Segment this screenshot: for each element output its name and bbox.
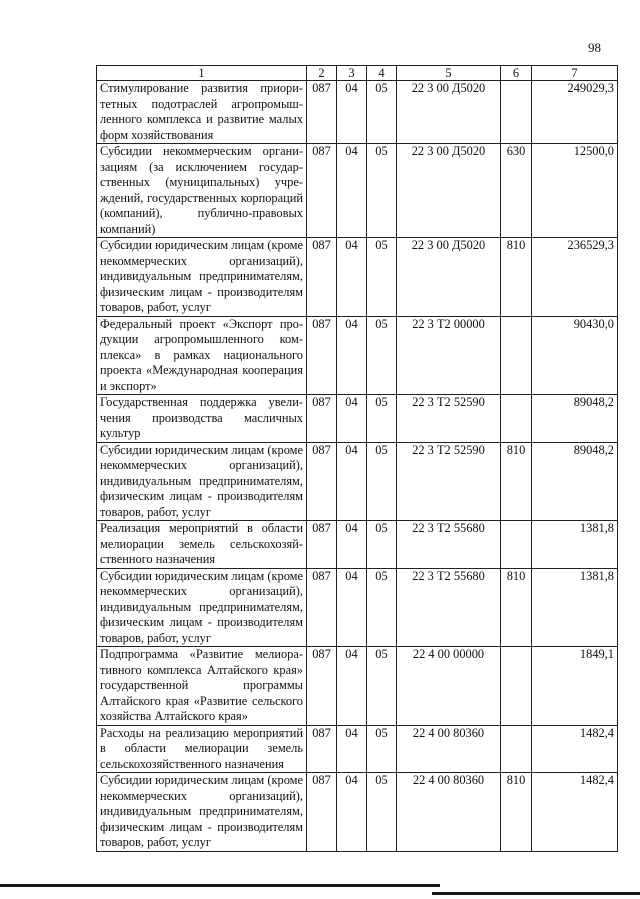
cell-name: Государственная поддержка увеличения производства масличных культур [97, 395, 307, 443]
cell-section: 04 [337, 568, 367, 647]
cell-name: Расходы на реализацию мероприятий в области мелиорации земель сельскохозяйственного назначения [97, 725, 307, 773]
cell-admin-code: 087 [307, 395, 337, 443]
table-row [97, 238, 618, 317]
cell-section: 04 [337, 773, 367, 852]
column-header: 5 [397, 66, 501, 81]
table-row [97, 521, 618, 569]
cell-section: 04 [337, 238, 367, 317]
cell-section: 04 [337, 144, 367, 238]
cell-admin-code: 087 [307, 725, 337, 773]
cell-subsection: 05 [367, 144, 397, 238]
table-row [97, 144, 618, 238]
table-row [97, 395, 618, 443]
column-header: 1 [97, 66, 307, 81]
column-header: 2 [307, 66, 337, 81]
cell-admin-code: 087 [307, 568, 337, 647]
cell-name: Стимулирование развития приоритетных подотраслей агропромышленного комплекса и развитие малых форм хозяйствования [97, 81, 307, 144]
cell-subsection: 05 [367, 81, 397, 144]
table-row [97, 773, 618, 852]
scan-edge-line [0, 884, 440, 887]
cell-section: 04 [337, 647, 367, 726]
cell-amount: 1381,8 [532, 521, 618, 569]
cell-admin-code: 087 [307, 316, 337, 395]
cell-target-code: 22 3 00 Д5020 [397, 144, 501, 238]
cell-subsection: 05 [367, 647, 397, 726]
cell-target-code: 22 3 Т2 52590 [397, 395, 501, 443]
cell-admin-code: 087 [307, 81, 337, 144]
cell-amount: 1482,4 [532, 773, 618, 852]
cell-subsection: 05 [367, 725, 397, 773]
cell-expense-type [501, 521, 532, 569]
table-row [97, 81, 618, 144]
cell-target-code: 22 4 00 00000 [397, 647, 501, 726]
cell-expense-type [501, 725, 532, 773]
cell-subsection: 05 [367, 521, 397, 569]
scan-edge-line [432, 892, 640, 895]
cell-expense-type: 630 [501, 144, 532, 238]
cell-target-code: 22 3 Т2 00000 [397, 316, 501, 395]
cell-target-code: 22 4 00 80360 [397, 773, 501, 852]
cell-name: Субсидии юридическим лицам (кроме некоммерческих организаций), индивидуальным предпринимателям, физическим лицам - производителям товаров, работ, услуг [97, 568, 307, 647]
cell-section: 04 [337, 395, 367, 443]
cell-section: 04 [337, 316, 367, 395]
cell-subsection: 05 [367, 442, 397, 521]
column-header: 6 [501, 66, 532, 81]
cell-subsection: 05 [367, 238, 397, 317]
cell-amount: 89048,2 [532, 442, 618, 521]
cell-section: 04 [337, 725, 367, 773]
cell-amount: 89048,2 [532, 395, 618, 443]
cell-name: Субсидии некоммерческим организациям (за исключением государственных (муниципальных) учреждений, государственных корпораций (компаний), публично-правовых компаний) [97, 144, 307, 238]
cell-name: Субсидии юридическим лицам (кроме некоммерческих организаций), индивидуальным предпринимателям, физическим лицам - производителям товаров, работ, услуг [97, 773, 307, 852]
cell-target-code: 22 3 Т2 55680 [397, 568, 501, 647]
cell-subsection: 05 [367, 316, 397, 395]
cell-expense-type: 810 [501, 442, 532, 521]
cell-section: 04 [337, 442, 367, 521]
cell-admin-code: 087 [307, 238, 337, 317]
table-row [97, 568, 618, 647]
cell-amount: 249029,3 [532, 81, 618, 144]
page-number: 98 [588, 40, 601, 55]
cell-name: Субсидии юридическим лицам (кроме некоммерческих организаций), индивидуальным предпринимателям, физическим лицам - производителям товаров, работ, услуг [97, 238, 307, 317]
table-row [97, 442, 618, 521]
cell-subsection: 05 [367, 395, 397, 443]
column-header: 4 [367, 66, 397, 81]
cell-expense-type: 810 [501, 238, 532, 317]
cell-expense-type [501, 81, 532, 144]
cell-expense-type: 810 [501, 773, 532, 852]
cell-section: 04 [337, 81, 367, 144]
cell-amount: 1381,8 [532, 568, 618, 647]
cell-target-code: 22 3 00 Д5020 [397, 238, 501, 317]
table-row [97, 316, 618, 395]
table-header-row [97, 66, 618, 81]
cell-target-code: 22 3 00 Д5020 [397, 81, 501, 144]
cell-name: Субсидии юридическим лицам (кроме некоммерческих организаций), индивидуальным предпринимателям, физическим лицам - производителям товаров, работ, услуг [97, 442, 307, 521]
cell-expense-type [501, 395, 532, 443]
cell-expense-type [501, 647, 532, 726]
cell-amount: 236529,3 [532, 238, 618, 317]
cell-admin-code: 087 [307, 144, 337, 238]
cell-expense-type: 810 [501, 568, 532, 647]
cell-subsection: 05 [367, 773, 397, 852]
cell-name: Реализация мероприятий в области мелиорации земель сельскохозяйственного назначения [97, 521, 307, 569]
cell-expense-type [501, 316, 532, 395]
cell-name: Подпрограмма «Развитие мелиоративного комплекса Алтайского края» государственной программы Алтайского края «Развитие сельского хозяйства Алтайского края» [97, 647, 307, 726]
column-header: 7 [532, 66, 618, 81]
cell-name: Федеральный проект «Экспорт продукции агропромышленного комплекса» в рамках национального проекта «Международная кооперация и экспорт» [97, 316, 307, 395]
cell-target-code: 22 3 Т2 55680 [397, 521, 501, 569]
cell-amount: 90430,0 [532, 316, 618, 395]
cell-amount: 1849,1 [532, 647, 618, 726]
cell-amount: 1482,4 [532, 725, 618, 773]
cell-admin-code: 087 [307, 442, 337, 521]
cell-admin-code: 087 [307, 521, 337, 569]
cell-target-code: 22 3 Т2 52590 [397, 442, 501, 521]
table-row [97, 725, 618, 773]
table-row [97, 647, 618, 726]
column-header: 3 [337, 66, 367, 81]
cell-subsection: 05 [367, 568, 397, 647]
cell-admin-code: 087 [307, 647, 337, 726]
cell-target-code: 22 4 00 80360 [397, 725, 501, 773]
budget-table [96, 65, 618, 852]
cell-section: 04 [337, 521, 367, 569]
cell-admin-code: 087 [307, 773, 337, 852]
cell-amount: 12500,0 [532, 144, 618, 238]
